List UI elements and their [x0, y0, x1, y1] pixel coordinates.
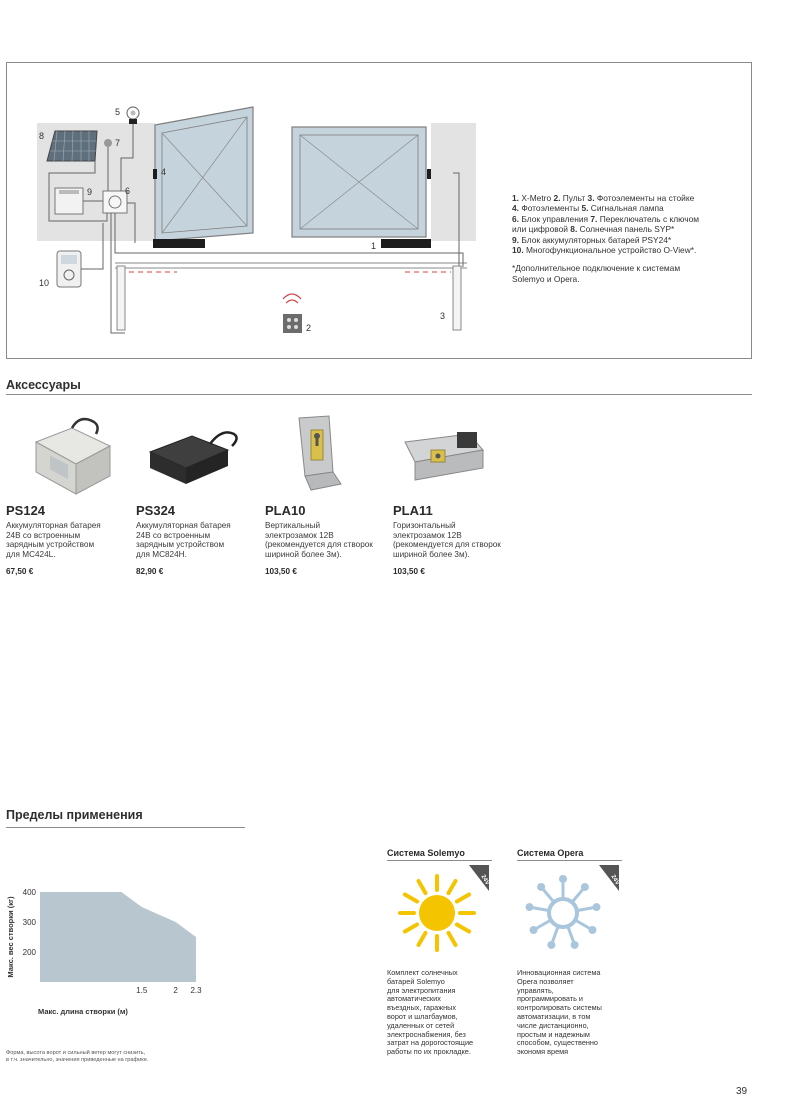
label-7: 7	[115, 138, 121, 148]
product-name: PS324	[136, 503, 176, 518]
limits-title: Пределы применения	[6, 808, 143, 822]
legend-number: 7.	[590, 213, 598, 224]
product-price: 82,90 €	[136, 567, 164, 576]
limits-rule	[6, 827, 245, 828]
legend-text: Многофункциональное устройство O-View*.	[523, 245, 697, 256]
legend-number: 5.	[581, 203, 589, 214]
legend-text: Сигнальная лампа	[588, 203, 664, 214]
x-axis-label: Макс. длина створки (м)	[38, 1007, 128, 1016]
accessories-title: Аксессуары	[6, 378, 81, 392]
sun-icon	[387, 861, 492, 961]
sun-ray	[405, 895, 417, 902]
right-wall	[431, 123, 476, 241]
system-solemyo	[387, 848, 497, 1057]
legend-line	[512, 193, 742, 203]
system-description	[517, 969, 627, 1057]
product-desc-text: Аккумуляторная батарея 24В со встроенным зарядным устройством для MC824H.	[136, 521, 231, 559]
accessories-rule	[6, 394, 752, 395]
legend-line	[512, 224, 742, 234]
legend-items	[512, 193, 742, 255]
product-desc-text: Вертикальный электрозамок 12В (рекомендуется для створок шириной более 3м).	[265, 521, 373, 559]
legend-number: 1.	[512, 193, 519, 203]
system-opera	[517, 848, 627, 1057]
x-metro-motor-left	[153, 239, 205, 248]
legend-number: 4.	[512, 203, 519, 214]
product-description	[265, 521, 390, 559]
product-price: 103,50 €	[393, 567, 425, 576]
limits-footnote-text: Форма, высота ворот и сильный ветер могут снизить, в т.ч. значительно, значения приведенные на графике.	[6, 1050, 149, 1063]
x-tick-label: 1.5	[136, 986, 148, 995]
diagram-legend	[512, 193, 742, 284]
label-1: 1	[371, 241, 377, 251]
battery-box-dark-icon	[136, 412, 261, 497]
network-node	[537, 883, 545, 891]
limits-chart-svg	[4, 880, 244, 1020]
sun-ray	[405, 925, 417, 932]
sun-ray	[457, 895, 469, 902]
legend-note-line: *Дополнительное подключение к системам	[512, 263, 681, 274]
y-tick-label: 200	[22, 948, 36, 957]
battery-box-icon	[6, 412, 131, 497]
product-description	[6, 521, 131, 559]
system-title: Система Opera	[517, 848, 584, 858]
legend-line	[512, 214, 742, 224]
product-name: PLA11	[393, 503, 433, 518]
label-3: 3	[440, 311, 446, 321]
legend-text: X-Metro	[519, 193, 554, 203]
legend-text: Солнечная панель SYP*	[577, 224, 675, 235]
network-node	[547, 941, 555, 949]
legend-text: или цифровой	[512, 224, 571, 235]
system-desc-text: Инновационная система Opera позволяет управлять, программировать и контролировать системы автоматизации, в том числе дистанционно, простым и надежным способом, существенно экономя время	[517, 968, 602, 1057]
horizontal-lock-icon	[393, 412, 518, 497]
legend-line	[512, 203, 742, 213]
product-name: PLA10	[265, 503, 306, 518]
remote-control	[283, 314, 302, 333]
legend-number: 9.	[512, 234, 519, 245]
legend-text: Фотоэлементы на стойке	[594, 193, 695, 203]
sun-core	[419, 895, 455, 931]
key-switch	[104, 139, 112, 147]
network-hub	[549, 899, 577, 927]
legend-number: 2.	[553, 193, 561, 203]
legend-text: Фотоэлементы	[519, 203, 582, 214]
legend-number: 3.	[587, 193, 595, 203]
label-4: 4	[161, 167, 167, 177]
sun-ray	[449, 881, 456, 893]
product-description	[136, 521, 261, 559]
left-gate-leaf	[155, 107, 253, 241]
label-5: 5	[115, 107, 121, 117]
product-ps124	[6, 412, 131, 576]
label-10: 10	[39, 278, 50, 288]
legend-text: Переключатель с ключом	[597, 213, 700, 224]
limits-area	[40, 892, 196, 982]
legend-number: 8.	[570, 224, 578, 235]
network-node	[571, 941, 579, 949]
legend-text: Пульт	[560, 193, 588, 203]
product-ps324	[136, 412, 261, 576]
legend-text: Блок управления	[519, 213, 591, 224]
product-price: 67,50 €	[6, 567, 34, 576]
control-unit	[103, 191, 127, 213]
product-desc-text: Аккумуляторная батарея 24В со встроенным зарядным устройством для MC424L.	[6, 521, 101, 559]
system-desc-text: Комплект солнечных батарей Solemyo для электропитания автоматических въездных, гаражных ворот и шлагбаумов, удаленных от сетей электроснабжения, без затрат на дорогостоящие работы по их прокладке.	[387, 968, 474, 1057]
y-tick-label: 400	[22, 888, 36, 897]
legend-number: 6.	[512, 213, 519, 224]
photocell-post-right	[453, 266, 461, 330]
sun-ray	[449, 933, 456, 945]
network-node	[588, 926, 596, 934]
product-pla10	[265, 412, 390, 576]
system-title: Система Solemyo	[387, 848, 465, 858]
label-6: 6	[125, 186, 131, 196]
system-description	[387, 969, 497, 1057]
product-price: 103,50 €	[265, 567, 297, 576]
network-node	[526, 903, 534, 911]
y-tick-label: 300	[22, 918, 36, 927]
x-tick-label: 2	[173, 986, 178, 995]
product-pla11	[393, 412, 518, 576]
sun-ray	[419, 933, 426, 945]
sun-ray	[419, 881, 426, 893]
network-node	[592, 903, 600, 911]
network-node	[581, 883, 589, 891]
label-8: 8	[39, 131, 45, 141]
photocell-post-left	[117, 266, 125, 330]
network-node	[530, 926, 538, 934]
label-2: 2	[306, 323, 312, 333]
page-number: 39	[736, 1086, 748, 1097]
product-name: PS124	[6, 503, 46, 518]
network-node	[559, 875, 567, 883]
voltage-badge-text: 24V	[479, 874, 491, 887]
product-desc-text: Горизонтальный электрозамок 12В (рекомендуется для створок шириной более 3м).	[393, 521, 501, 559]
x-tick-label: 2.3	[190, 986, 202, 995]
voltage-badge-text: 24V	[609, 874, 621, 887]
legend-note	[512, 263, 742, 284]
legend-line	[512, 245, 742, 255]
legend-note-line: Solemyo и Opera.	[512, 273, 580, 284]
sun-ray	[457, 925, 469, 932]
y-axis-label: Макс. вес створки (кг)	[6, 896, 15, 978]
limits-footnote	[6, 1050, 246, 1064]
legend-number: 10.	[512, 245, 524, 256]
limits-chart	[4, 880, 244, 1020]
legend-text: Блок аккумуляторных батарей PSY24*	[519, 234, 672, 245]
legend-line	[512, 235, 742, 245]
label-9: 9	[87, 187, 93, 197]
x-metro-motor-right	[381, 239, 431, 248]
network-icon	[517, 861, 622, 961]
product-description	[393, 521, 518, 559]
vertical-lock-icon	[265, 412, 390, 497]
